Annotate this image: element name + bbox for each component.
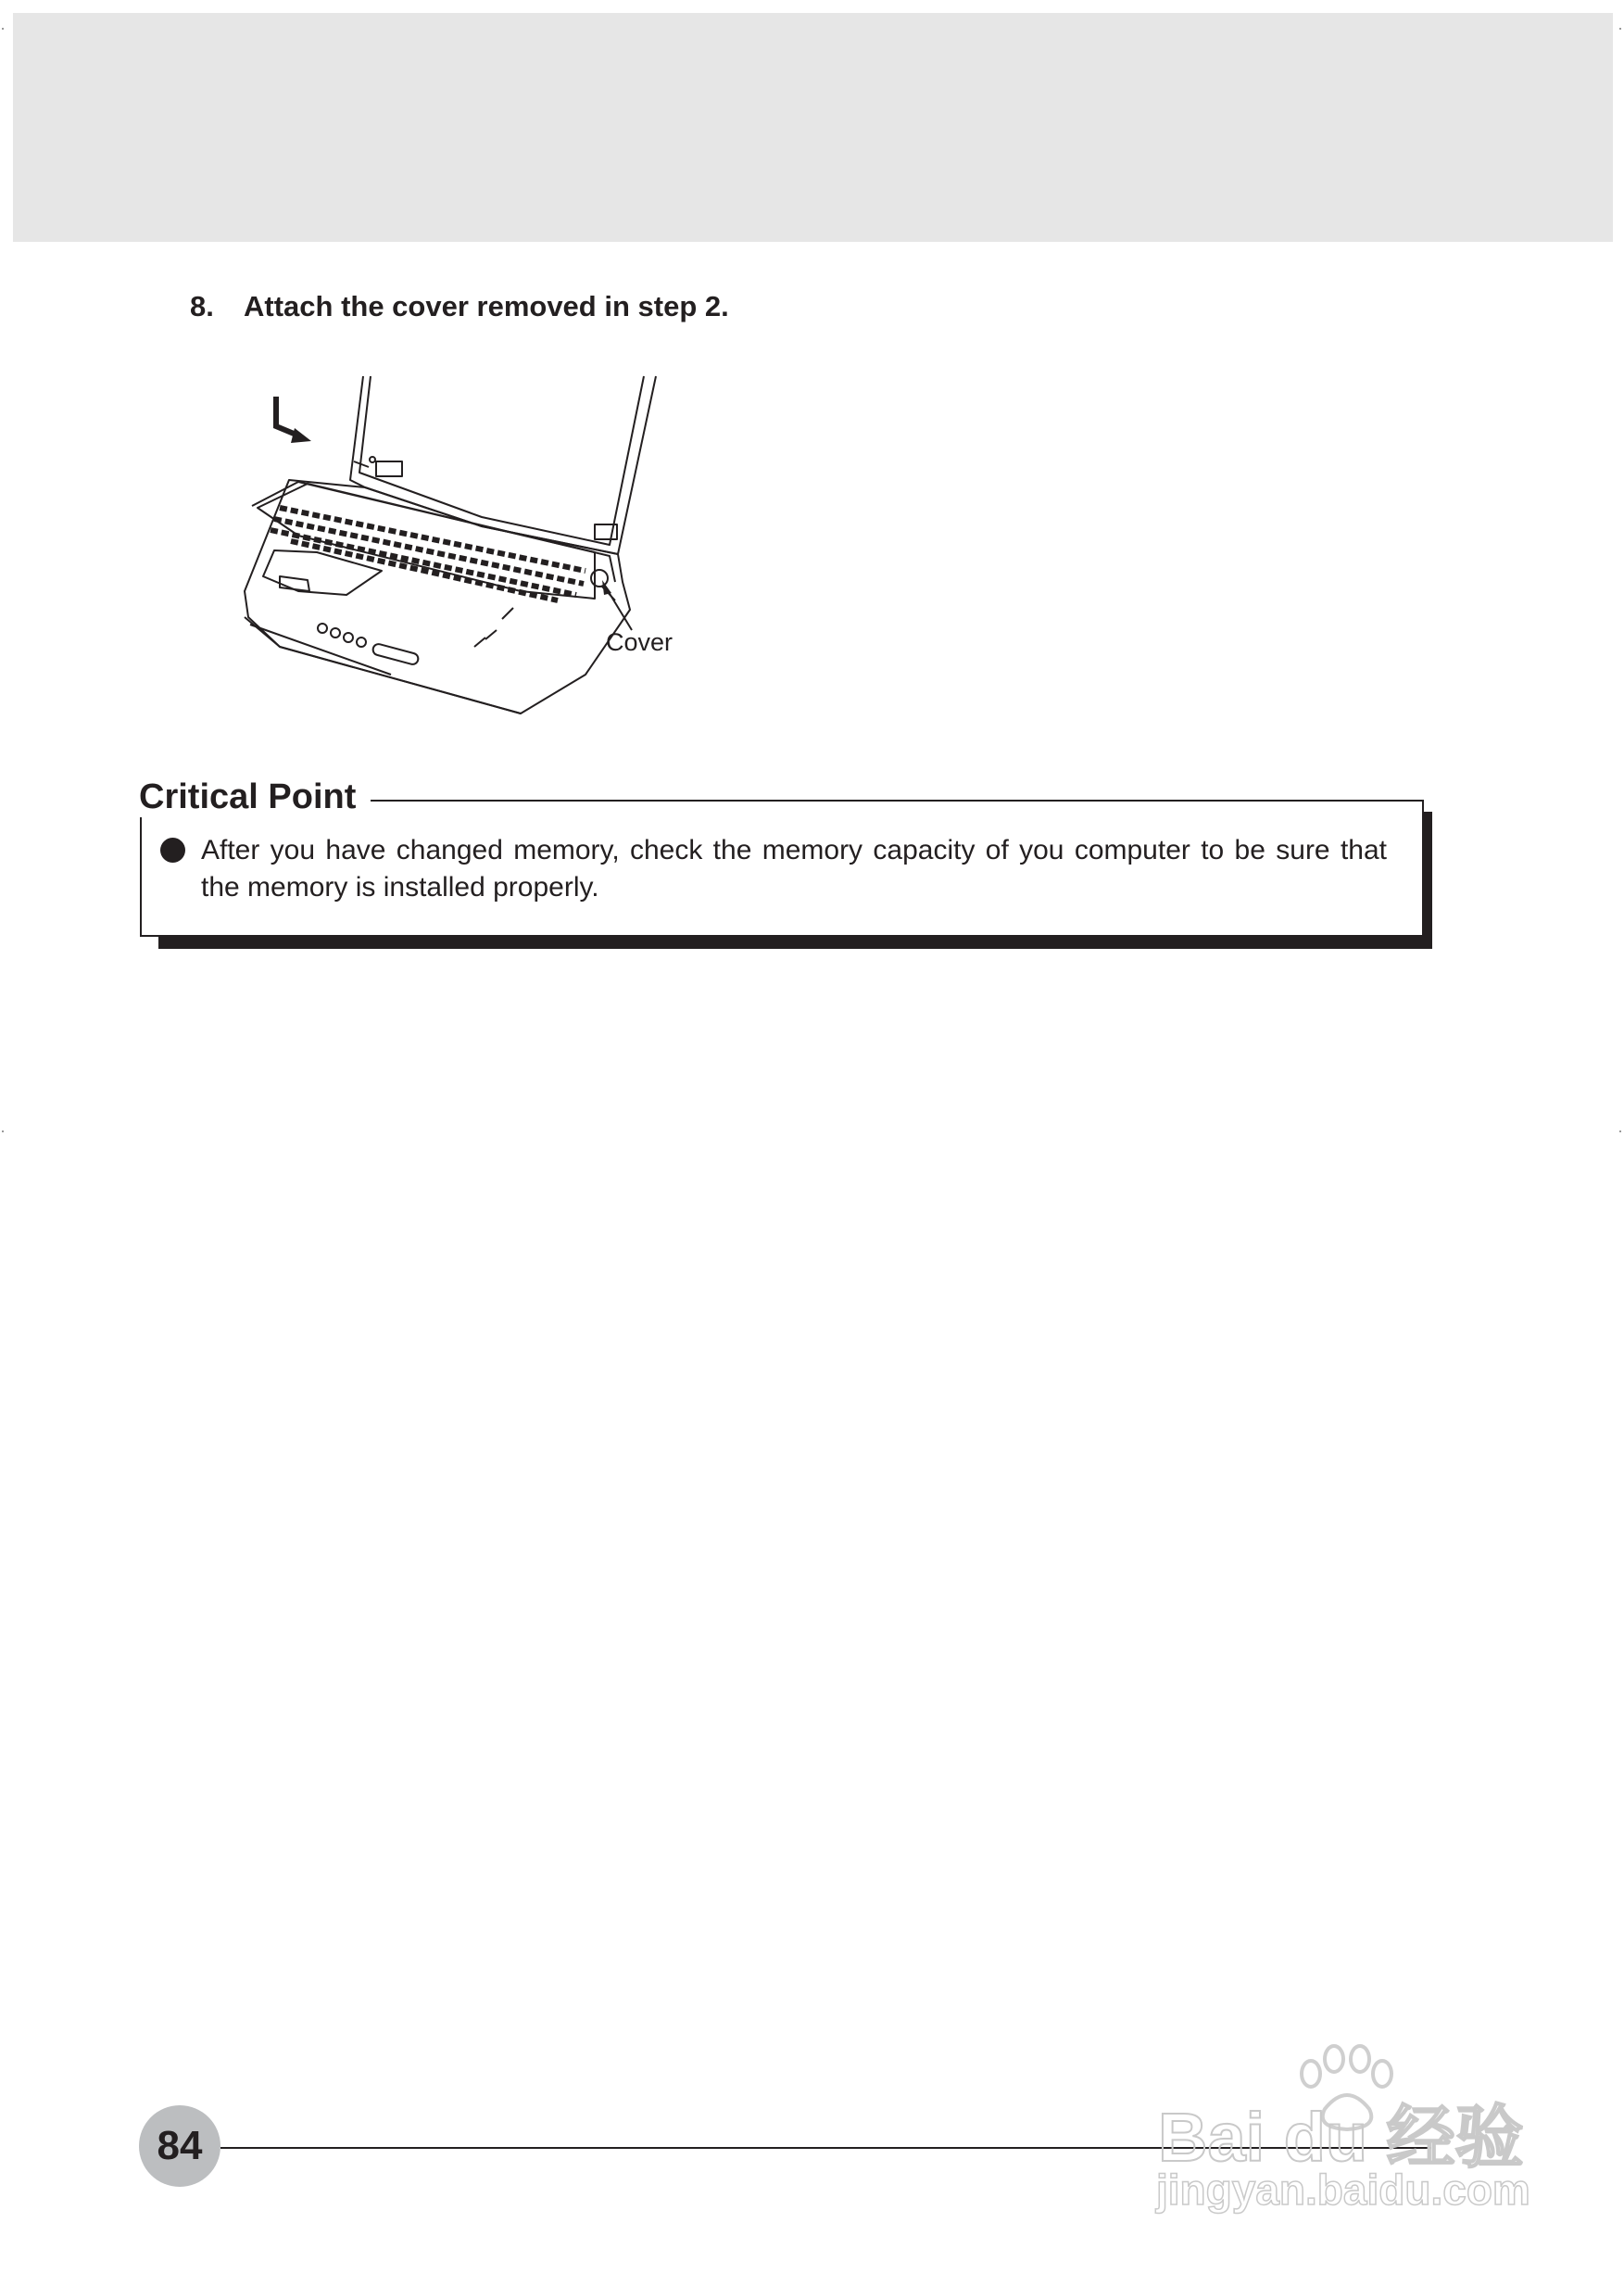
step-text: Attach the cover removed in step 2. [244,290,729,322]
critical-point-text: After you have changed memory, check the memory capacity of you computer to be sure that the memory is installed properly. [201,835,1387,903]
page-number: 84 [139,2105,220,2187]
critical-point-top-rule [371,800,1422,802]
watermark-brand: Bai du 经验 [1158,2099,1524,2176]
step-number: 8. [190,290,214,322]
crop-mark [2,28,4,30]
crop-mark [1619,28,1621,30]
cover-callout-label: Cover [606,628,674,656]
bullet-icon [160,838,185,863]
laptop-figure [243,369,687,715]
critical-point-title: Critical Point [139,777,361,817]
crop-mark [1619,1130,1621,1132]
step-8 [190,290,729,323]
header-band [13,13,1613,242]
laptop-illustration [243,369,687,715]
crop-mark [2,1130,4,1132]
watermark-url: jingyan.baidu.com [1156,2166,1530,2214]
